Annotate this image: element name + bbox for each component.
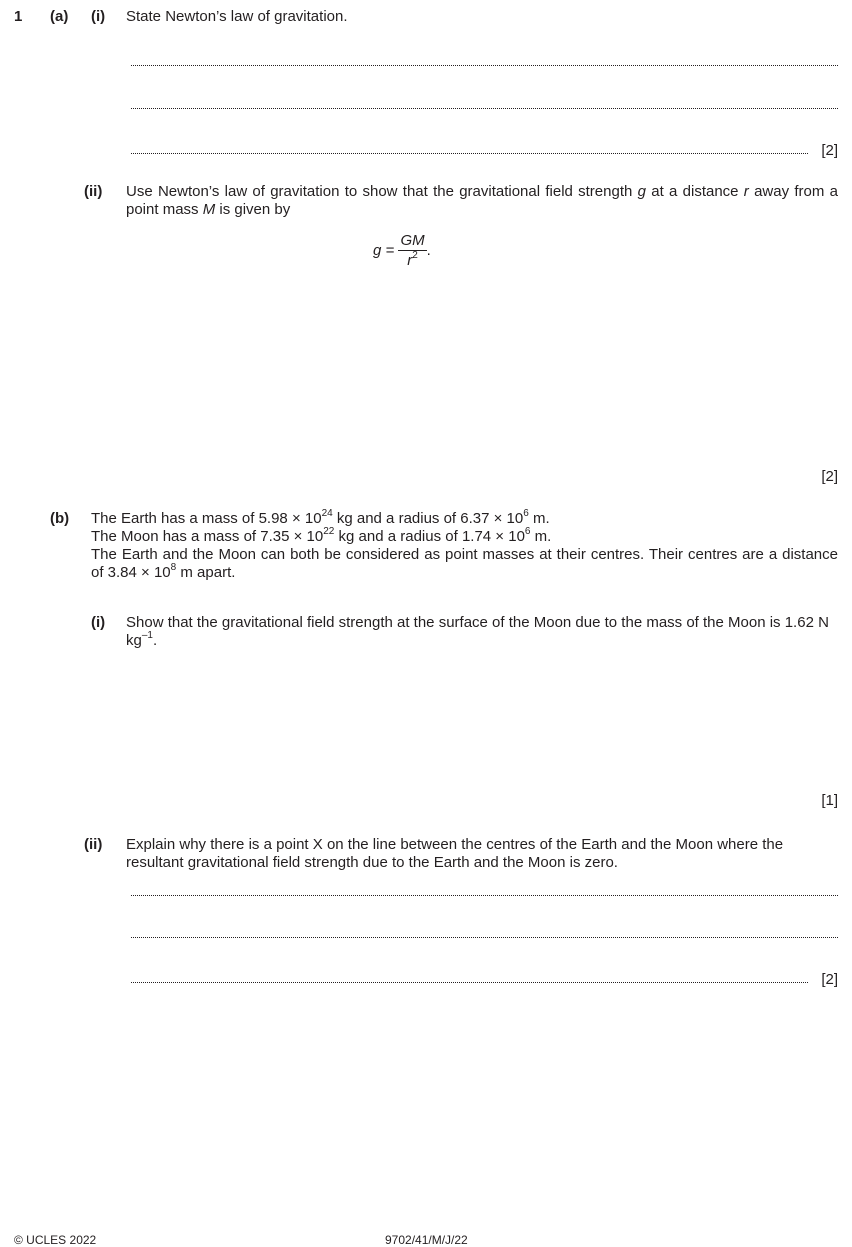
- part-b-ii-label: (ii): [84, 836, 103, 853]
- part-a-ii-prompt: Use Newton’s law of gravitation to show that the gravitational field strength g at a distance r away from a point mass M is given by: [126, 183, 838, 218]
- variable-M: M: [202, 201, 216, 218]
- part-b-ii-prompt: Explain why there is a point X on the line between the centres of the Earth and the Moon where the resultant gravitational field strength due to the Earth and the Moon is zero.: [126, 836, 784, 871]
- part-b-stem: [91, 510, 838, 582]
- moon-data-line: The Moon has a mass of $7.35 \times 10^{22}$ kg and a radius of $1.74 \times 10^6$ m.: [91, 526, 552, 545]
- part-a-i-label: (i): [91, 8, 106, 25]
- answer-line[interactable]: [131, 153, 808, 154]
- equation-numerator: GM: [400, 232, 425, 249]
- equation-denominator: $r^2$: [407, 250, 418, 269]
- footer-copyright: © UCLES 2022: [14, 1233, 97, 1247]
- answer-line[interactable]: [131, 937, 838, 938]
- answer-line[interactable]: [131, 982, 808, 983]
- equation-period: .: [426, 242, 431, 259]
- equation: [373, 232, 431, 269]
- mark-allocation: [1]: [821, 792, 838, 809]
- part-b-label: (b): [50, 510, 70, 527]
- answer-line[interactable]: [131, 108, 838, 109]
- part-b-i-prompt: Show that the gravitational field strength at the surface of the Moon due to the mass of the Moon is 1.62 N $kg^{-1}$.: [126, 614, 829, 649]
- variable-r: r: [743, 183, 749, 200]
- footer-code: 9702/41/M/J/22: [385, 1233, 468, 1247]
- part-b-i-label: (i): [91, 614, 106, 631]
- variable-g: g: [637, 183, 646, 200]
- equation-lhs: g =: [373, 242, 395, 259]
- part-a-ii-label: (ii): [84, 183, 103, 200]
- answer-line[interactable]: [131, 895, 838, 896]
- part-a-label: (a): [50, 8, 69, 25]
- mark-allocation: [2]: [821, 142, 838, 159]
- equation-fraction: [398, 232, 426, 269]
- part-a-i-prompt: State Newton’s law of gravitation.: [126, 8, 348, 25]
- earth-data-line: The Earth has a mass of $5.98 \times 10^{24}$ kg and a radius of $6.37 \times 10^6$ m.: [91, 508, 550, 527]
- mark-allocation: [2]: [821, 971, 838, 988]
- question-number: 1: [14, 8, 23, 25]
- mark-allocation: [2]: [821, 468, 838, 485]
- separation-line: The Earth and the Moon can both be considered as point masses at their centres. Their centres are a distance of $3.84 \times 10^8$ m apart.: [91, 546, 838, 581]
- answer-line[interactable]: [131, 65, 838, 66]
